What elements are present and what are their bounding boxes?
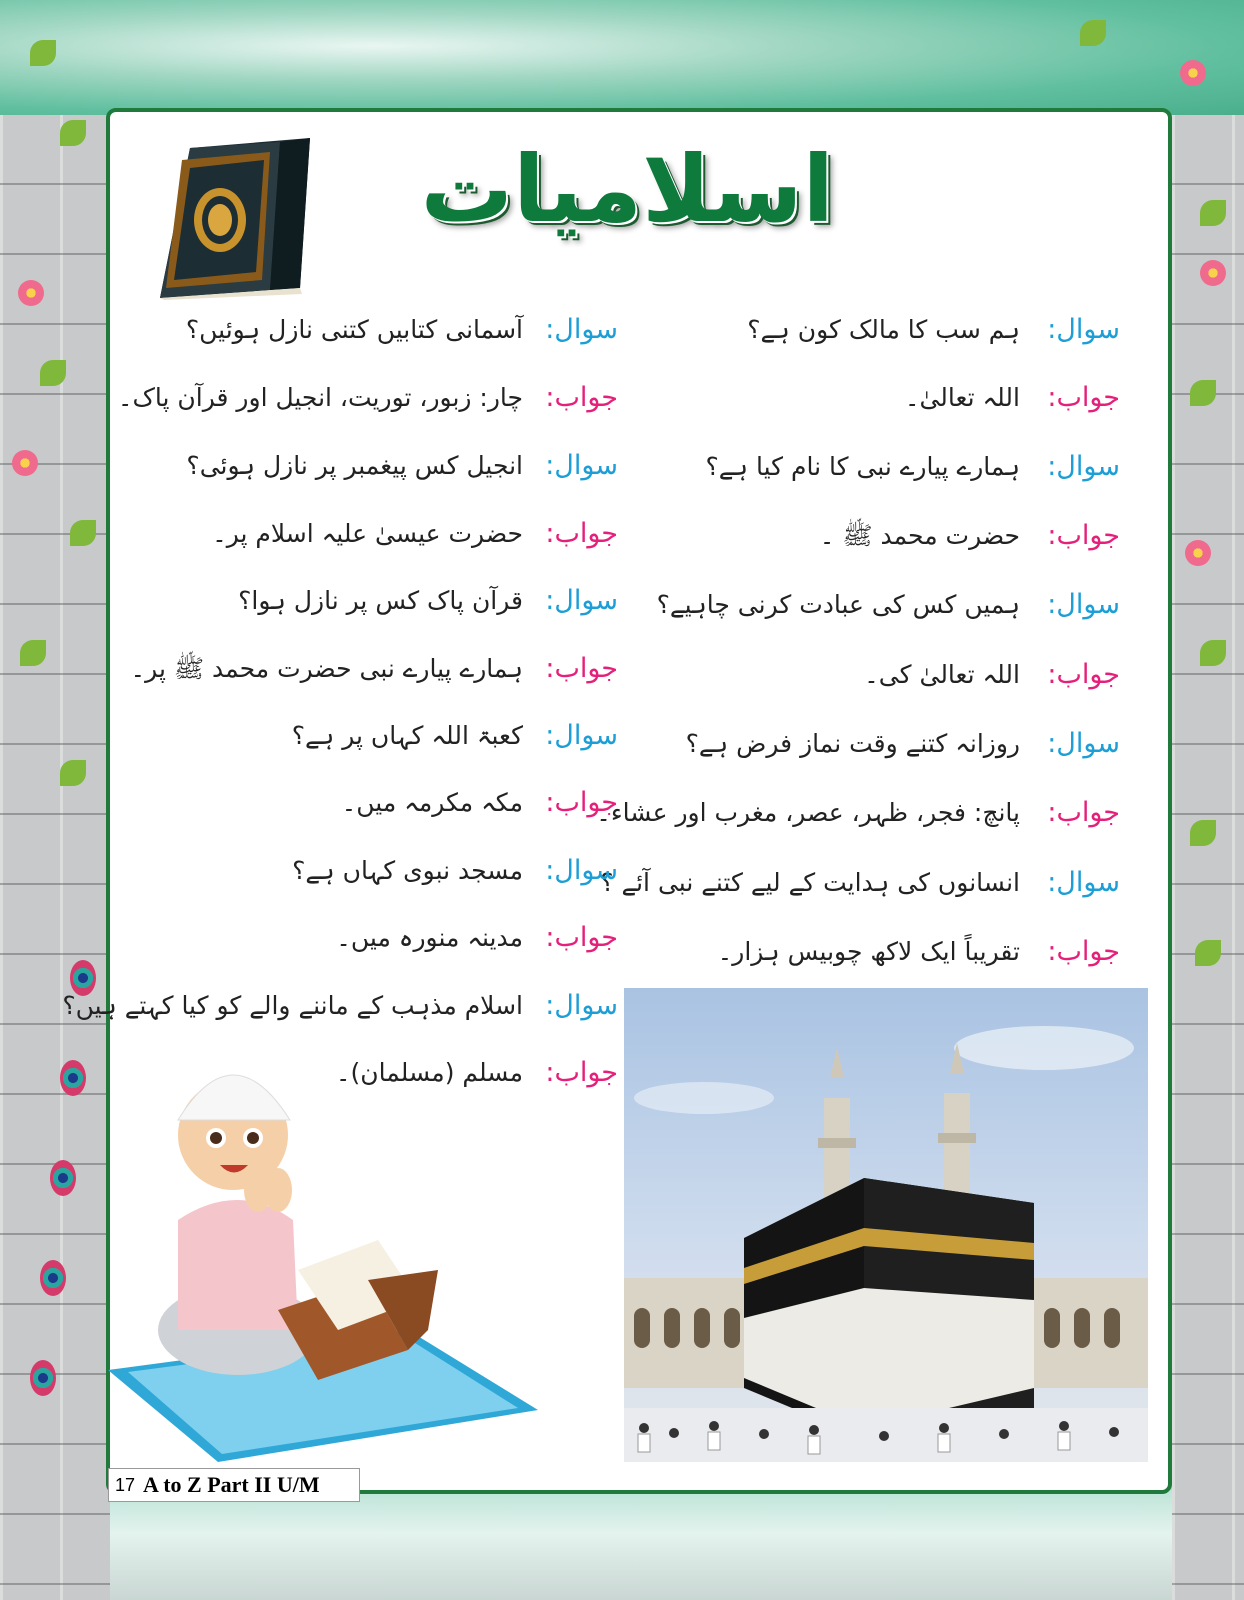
answer-label: جواب: [545, 518, 618, 549]
answer-text: مسلم (مسلمان)۔ [335, 1058, 523, 1087]
answer-label: جواب: [545, 653, 618, 684]
answer-label: جواب: [545, 382, 618, 413]
question-text: انسانوں کی ہدایت کے لیے کتنے نبی آئے ؟ [600, 868, 1020, 897]
answer-label: جواب: [1047, 936, 1120, 967]
answer-label: جواب: [1047, 659, 1120, 690]
question-text: روزانہ کتنے وقت نماز فرض ہے؟ [685, 729, 1020, 758]
question-text: کعبۃ اللہ کہاں پر ہے؟ [291, 721, 523, 750]
question-label: سوال: [545, 314, 618, 345]
answer-label: جواب: [545, 1057, 618, 1088]
question-label: سوال: [545, 720, 618, 751]
question-text: ہمیں کس کی عبادت کرنی چاہیے؟ [656, 590, 1020, 619]
brick-wall-right [1172, 115, 1244, 1600]
qa-row [117, 378, 618, 428]
qa-row [620, 655, 1120, 705]
qa-row [120, 514, 618, 564]
bottom-sky-background [110, 1490, 1172, 1600]
quran-book-icon [160, 138, 312, 300]
kaaba-photo [624, 988, 1148, 1462]
question-label: سوال: [545, 585, 618, 616]
answer-label: جواب: [545, 922, 618, 953]
question-text: انجیل کس پیغمبر پر نازل ہوئی؟ [186, 451, 523, 480]
qa-row [120, 783, 618, 833]
qa-row [120, 310, 618, 360]
qa-row [596, 793, 1120, 843]
question-label: سوال: [1047, 314, 1120, 345]
qa-column-right [596, 310, 1120, 990]
question-text: قرآن پاک کس پر نازل ہوا؟ [238, 586, 523, 615]
question-label: سوال: [1047, 451, 1120, 482]
question-label: سوال: [545, 450, 618, 481]
page-title: اسلامیات [420, 136, 834, 243]
answer-text: تقریباً ایک لاکھ چوبیس ہزار۔ [717, 937, 1020, 966]
question-label: سوال: [1047, 728, 1120, 759]
page-footer [108, 1468, 360, 1502]
question-label: سوال: [545, 855, 618, 886]
qa-row [620, 378, 1120, 428]
question-label: سوال: [1047, 589, 1120, 620]
answer-text: ہمارے پیارے نبی حضرت محمد ﷺ پر۔ [130, 654, 523, 683]
answer-text: حضرت عیسیٰ علیہ اسلام پر۔ [212, 519, 523, 548]
qa-row [620, 932, 1120, 982]
kaaba-illustration [624, 988, 1148, 1462]
question-text: مسجد نبوی کہاں ہے؟ [292, 856, 523, 885]
qa-row [600, 863, 1120, 913]
qa-row [620, 447, 1120, 497]
question-text: ہمارے پیارے نبی کا نام کیا ہے؟ [705, 452, 1020, 481]
qa-column-left [62, 310, 618, 1090]
answer-text: مدینہ منورہ میں۔ [336, 923, 523, 952]
answer-label: جواب: [1047, 382, 1120, 413]
boy-praying-illustration [108, 1030, 548, 1462]
question-label: سوال: [1047, 867, 1120, 898]
question-text: اسلام مذہب کے ماننے والے کو کیا کہتے ہیں؟ [62, 991, 523, 1020]
question-label: سوال: [545, 990, 618, 1021]
qa-row [120, 716, 618, 766]
page-number: 17 [115, 1474, 136, 1495]
qa-row [62, 986, 618, 1036]
answer-text: پانچ: فجر، ظہر، عصر، مغرب اور عشاء۔ [596, 798, 1020, 827]
qa-row [120, 918, 618, 968]
question-text: ہم سب کا مالک کون ہے؟ [747, 315, 1020, 344]
qa-row [120, 446, 618, 496]
book-title: A to Z Part II U/M [143, 1472, 320, 1497]
qa-row [120, 649, 618, 699]
answer-text: چار: زبور، توریت، انجیل اور قرآن پاک۔ [117, 383, 523, 412]
qa-row [620, 724, 1120, 774]
qa-row [620, 310, 1120, 360]
answer-text: اللہ تعالیٰ۔ [904, 383, 1020, 412]
question-text: آسمانی کتابیں کتنی نازل ہوئیں؟ [185, 315, 523, 344]
answer-label: جواب: [1047, 520, 1120, 551]
answer-text: حضرت محمد ﷺ ۔ [819, 521, 1020, 550]
qa-row [120, 851, 618, 901]
answer-label: جواب: [545, 787, 618, 818]
answer-text: اللہ تعالیٰ کی۔ [864, 660, 1020, 689]
answer-label: جواب: [1047, 797, 1120, 828]
sky-background [0, 0, 1244, 115]
answer-text: مکہ مکرمہ میں۔ [341, 788, 523, 817]
qa-row [120, 581, 618, 631]
qa-row [620, 516, 1120, 566]
qa-row [620, 585, 1120, 635]
